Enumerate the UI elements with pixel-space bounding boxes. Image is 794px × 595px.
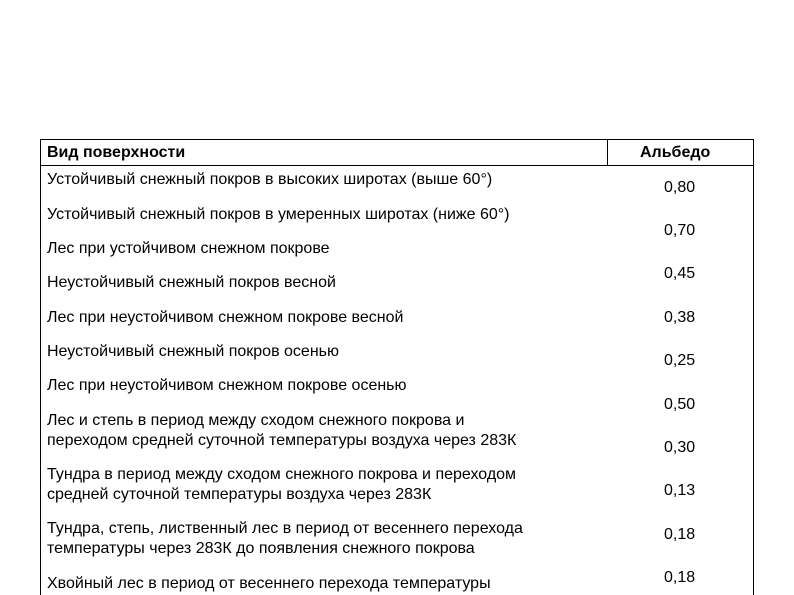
surface-row-5: Лес при неустойчивом снежном покрове весной bbox=[47, 309, 404, 326]
albedo-value-10: 0,18 bbox=[664, 569, 696, 586]
surface-row-9-line-2: средней суточной температуры воздуха через 283К bbox=[47, 486, 432, 503]
albedo-value-9: 0,18 bbox=[664, 526, 696, 543]
surface-row-9-line-1: Тундра в период между сходом снежного покрова и переходом bbox=[47, 466, 517, 483]
albedo-value-3: 0,45 bbox=[664, 265, 696, 282]
surface-row-11: Хвойный лес в период от весеннего перехода температуры bbox=[47, 575, 491, 592]
albedo-value-7: 0,30 bbox=[664, 439, 696, 456]
surface-row-7: Лес при неустойчивом снежном покрове осенью bbox=[47, 377, 407, 394]
header-albedo: Альбедо bbox=[640, 144, 711, 161]
surface-row-10-line-1: Тундра, степь, лиственный лес в период от весеннего перехода bbox=[47, 520, 523, 537]
albedo-value-5: 0,25 bbox=[664, 352, 696, 369]
surface-row-8-line-2: переходом средней суточной температуры воздуха через 283К bbox=[47, 432, 517, 449]
surface-row-2: Устойчивый снежный покров в умеренных широтах (ниже 60°) bbox=[47, 206, 510, 223]
surface-row-4: Неустойчивый снежный покров весной bbox=[47, 274, 336, 291]
header-rule bbox=[40, 165, 754, 166]
albedo-value-8: 0,13 bbox=[664, 482, 696, 499]
header-surface-type: Вид поверхности bbox=[47, 144, 186, 161]
albedo-value-2: 0,70 bbox=[664, 222, 696, 239]
surface-row-6: Неустойчивый снежный покров осенью bbox=[47, 343, 339, 360]
surface-row-3: Лес при устойчивом снежном покрове bbox=[47, 240, 330, 257]
albedo-value-1: 0,80 bbox=[664, 179, 696, 196]
albedo-value-4: 0,38 bbox=[664, 309, 696, 326]
surface-row-10-line-2: температуры через 283К до появления снежного покрова bbox=[47, 540, 475, 557]
albedo-value-6: 0,50 bbox=[664, 396, 696, 413]
surface-row-8-line-1: Лес и степь в период между сходом снежного покрова и bbox=[47, 412, 465, 429]
surface-row-1: Устойчивый снежный покров в высоких широтах (выше 60°) bbox=[47, 171, 493, 188]
column-divider bbox=[607, 139, 608, 166]
